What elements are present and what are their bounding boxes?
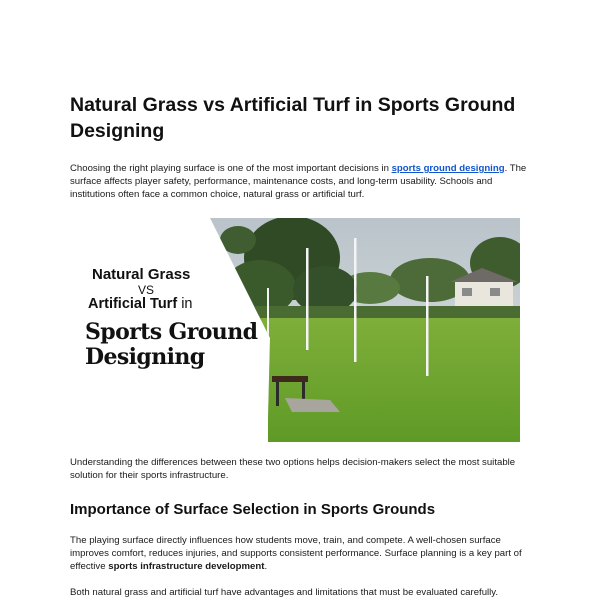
hero-image (70, 218, 520, 442)
hero-caption (70, 218, 270, 442)
intro-text-after: . The surface affects player safety, performance, maintenance costs, and long-term usability. Schools and institutions often face a common choice, natural grass or artificial turf. (70, 163, 527, 201)
sports-ground-designing-link[interactable]: sports ground designing (391, 163, 505, 174)
hero-line-artificial-turf (88, 296, 192, 312)
advantages-paragraph: Both natural grass and artificial turf have advantages and limitations that must be evaluated carefully. (70, 586, 499, 598)
section-heading: Importance of Surface Selection in Sports Grounds (70, 501, 436, 519)
hero-line-sports-ground: Sports Ground (85, 318, 258, 345)
intro-paragraph (70, 162, 530, 202)
surface-text-before: The playing surface directly influences how students move, train, and compete. A well-chosen surface improves comfort, reduces injuries, and supports consistent performance. Surface planning is a key part of effective (70, 535, 522, 573)
hero-in-text: in (181, 295, 193, 312)
hero-line-vs: VS (138, 282, 155, 297)
article (70, 92, 530, 599)
hero-line-natural-grass: Natural Grass (92, 265, 191, 283)
article-title: Natural Grass vs Artificial Turf in Sports Ground Designing (70, 94, 516, 142)
understanding-paragraph: Understanding the differences between these two options helps decision-makers select the most suitable solution for their sports infrastructure. (70, 456, 516, 481)
sports-infrastructure-bold: sports infrastructure development (108, 561, 265, 573)
hero-line-designing: Designing (85, 343, 205, 370)
surface-text-after: . (264, 561, 268, 573)
surface-paragraph (70, 534, 530, 574)
hero-artificial-turf-text: Artificial Turf (88, 295, 178, 312)
intro-text-before: Choosing the right playing surface is one of the most important decisions in (70, 163, 392, 174)
